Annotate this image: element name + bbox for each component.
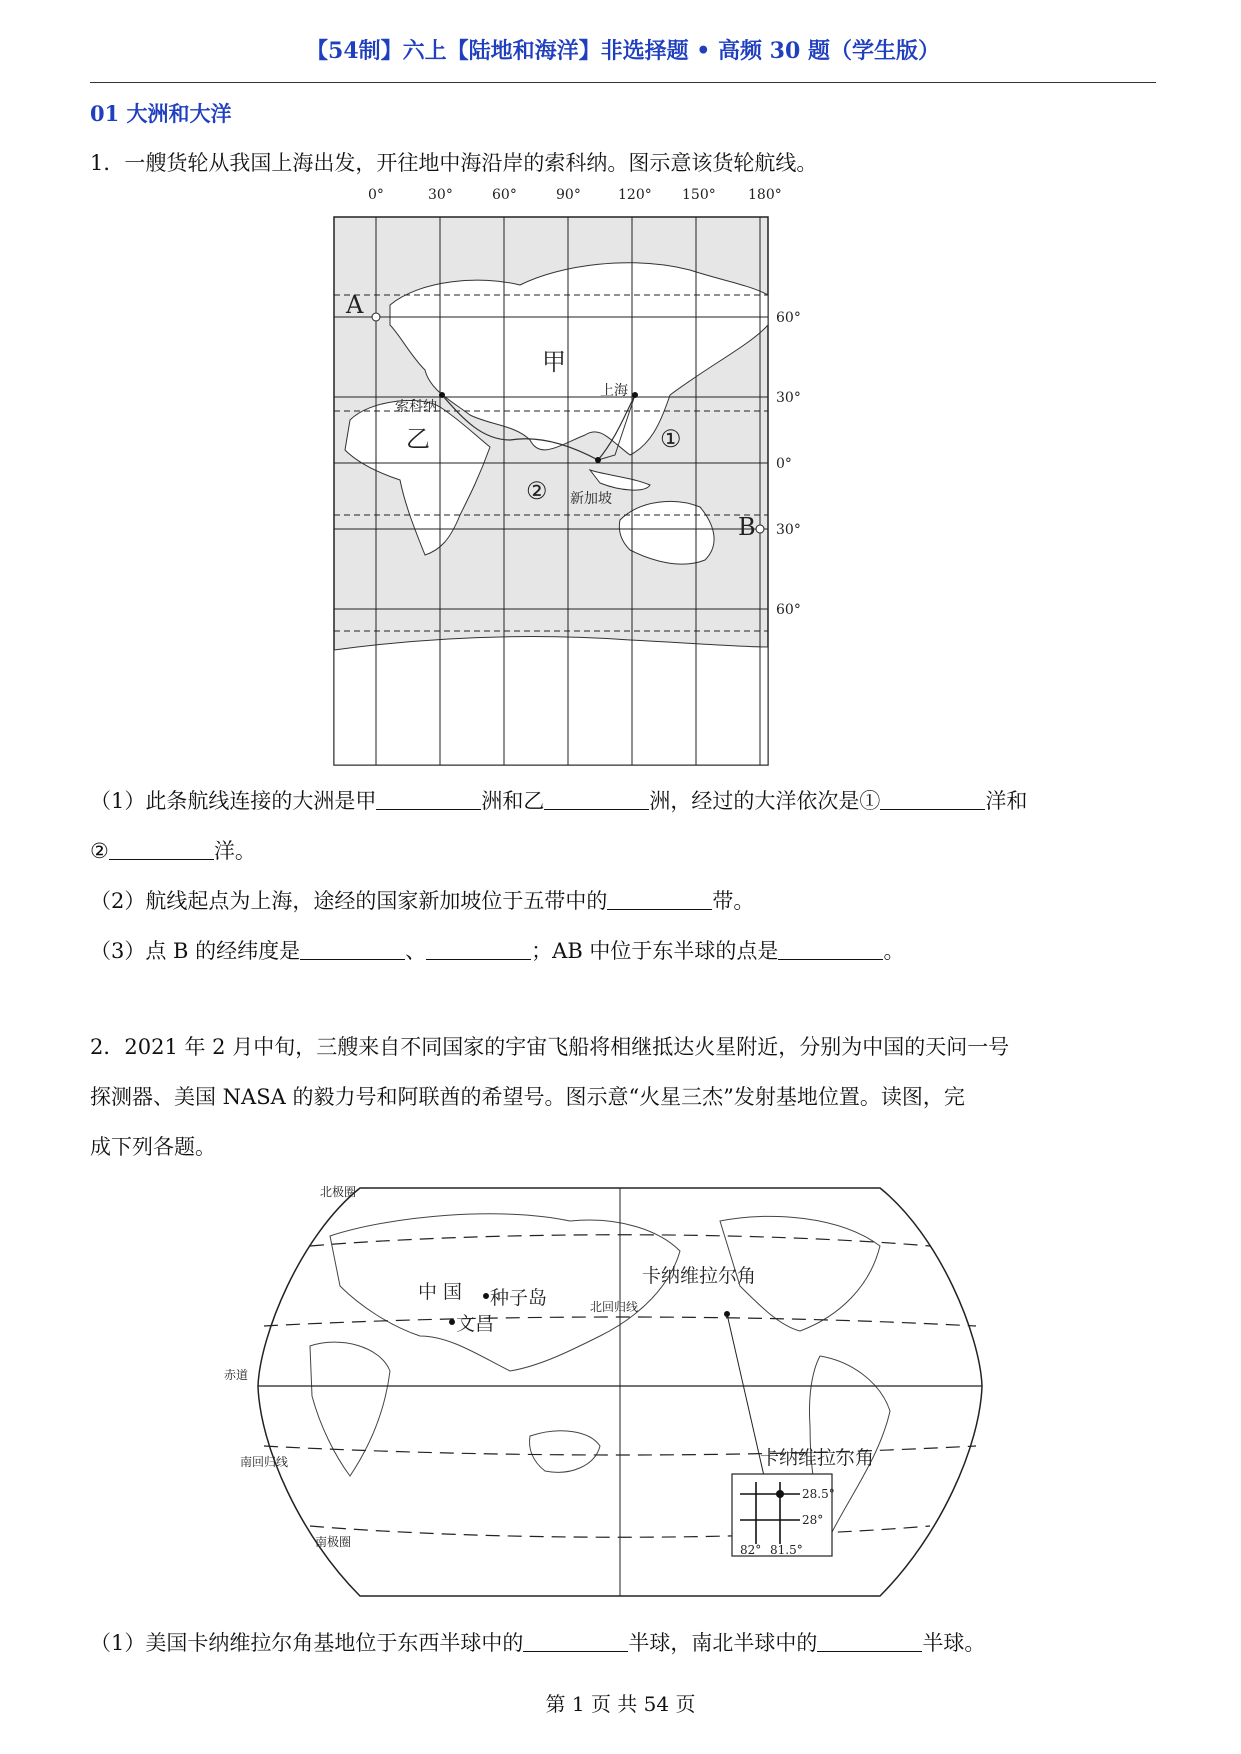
lat-label: 30° — [776, 390, 801, 406]
antarctic-circle-label: 南极圈 — [315, 1535, 352, 1549]
wenchang-label: 文昌 — [456, 1313, 495, 1335]
equator-label: 赤道 — [224, 1368, 249, 1382]
q2-stem-line2: 探测器、美国 NASA 的毅力号和阿联酋的希望号。图示意“火星三杰”发射基地位置。读图，完 — [90, 1085, 965, 1109]
answer-blank[interactable] — [880, 787, 985, 810]
q2-stem-line1: 2．2021 年 2 月中旬，三艘来自不同国家的宇宙飞船将相继抵达火星附近，分别为中国的天问一号 — [90, 1035, 1010, 1059]
section-title: 01 大洲和大洋 — [90, 101, 232, 126]
ocean-2-label: ② — [526, 477, 548, 505]
q1-sub1: （1）此条航线连接的大洲是甲 洲和乙 洲，经过的大洋依次是① 洋和 — [90, 789, 1028, 813]
inset-lat-label: 28.5° — [802, 1487, 835, 1501]
q1-sub1-cont: ② 洋。 — [90, 839, 256, 863]
lon-label: 30° — [428, 187, 453, 203]
lon-label: 90° — [556, 187, 581, 203]
arctic-circle-label: 北极圈 — [320, 1185, 357, 1199]
answer-blank[interactable] — [376, 787, 481, 810]
lon-label: 150° — [682, 187, 716, 203]
singapore-label: 新加坡 — [570, 491, 612, 507]
answer-blank[interactable] — [109, 837, 214, 860]
q1-sub2: （2）航线起点为上海，途经的国家新加坡位于五带中的 带。 — [90, 889, 755, 913]
china-label: 中 国 — [418, 1281, 463, 1303]
continent-jia-label: 甲 — [542, 348, 566, 376]
launch-sites-map — [224, 1176, 1000, 1616]
inset-title: 卡纳维拉尔角 — [760, 1447, 875, 1469]
ocean-1-label: ① — [660, 425, 682, 453]
page-header: 【54制】六上【陆地和海洋】非选择题 • 高频 30 题（学生版） — [306, 38, 940, 64]
tropic-of-capricorn-label: 南回归线 — [240, 1455, 289, 1469]
tropic-of-cancer-label: 北回归线 — [590, 1300, 639, 1314]
tanegashima-label: 种子岛 — [490, 1287, 548, 1309]
lat-label: 30° — [776, 522, 801, 538]
inset-lon-label: 82° — [740, 1543, 762, 1557]
answer-blank[interactable] — [607, 887, 712, 910]
page-footer: 第 1 页 共 54 页 — [545, 1692, 696, 1716]
header-divider — [90, 82, 1156, 83]
q2-stem-line3: 成下列各题。 — [90, 1135, 216, 1159]
inset-lat-label: 28° — [802, 1513, 824, 1527]
answer-blank[interactable] — [523, 1629, 628, 1652]
point-b-label: B — [738, 513, 756, 541]
lon-label: 60° — [492, 187, 517, 203]
answer-blank[interactable] — [778, 937, 883, 960]
lat-label: 60° — [776, 602, 801, 618]
canaveral-label: 卡纳维拉尔角 — [642, 1265, 757, 1287]
continent-yi-label: 乙 — [406, 425, 430, 453]
answer-blank[interactable] — [817, 1629, 922, 1652]
answer-blank[interactable] — [300, 937, 405, 960]
lat-label: 0° — [776, 456, 792, 472]
q2-sub1: （1）美国卡纳维拉尔角基地位于东西半球中的 半球，南北半球中的 半球。 — [90, 1631, 986, 1655]
answer-blank[interactable] — [544, 787, 649, 810]
lat-label: 60° — [776, 310, 801, 326]
lon-label: 0° — [368, 187, 384, 203]
lon-label: 180° — [748, 187, 782, 203]
sokhna-label: 索科纳 — [395, 399, 437, 415]
lon-label: 120° — [618, 187, 652, 203]
q1-stem: 1．一艘货轮从我国上海出发，开往地中海沿岸的索科纳。图示意该货轮航线。 — [90, 151, 818, 175]
inset-lon-label: 81.5° — [770, 1543, 803, 1557]
answer-blank[interactable] — [426, 937, 531, 960]
q1-sub3: （3）点 B 的经纬度是 、 ；AB 中位于东半球的点是 。 — [90, 939, 905, 963]
route-map — [330, 185, 890, 770]
shanghai-label: 上海 — [600, 383, 628, 399]
point-a-label: A — [346, 291, 364, 319]
